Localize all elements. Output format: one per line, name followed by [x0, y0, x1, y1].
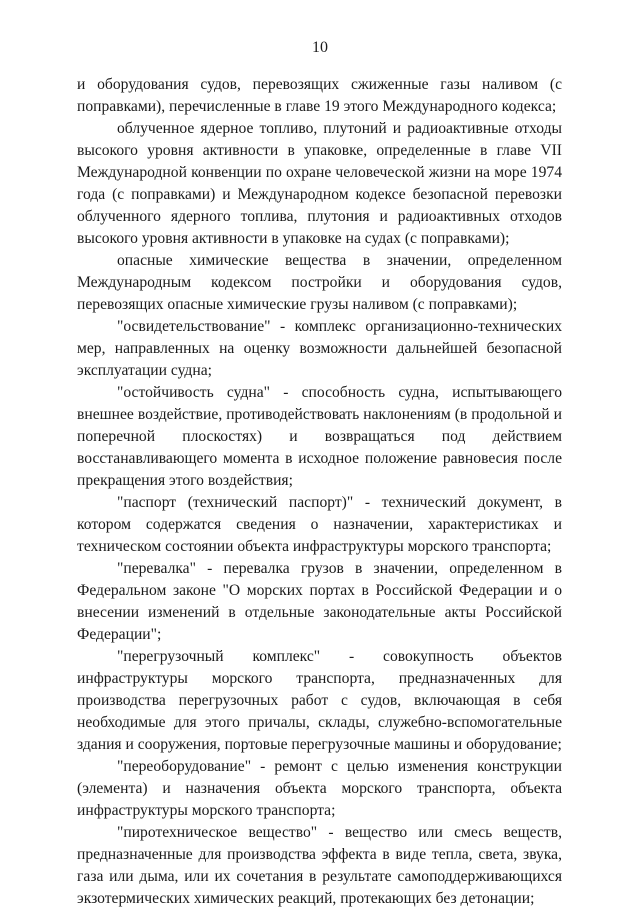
paragraph-definition-technical-passport: "паспорт (технический паспорт)" - технический документ, в котором содержатся сведения о назначении, характеристиках и техническом состоянии объекта инфраструктуры морского транспорта;: [77, 494, 562, 555]
paragraph-definition-pyrotechnic-substance: "пиротехническое вещество" - вещество или смесь веществ, предназначенные для производства эффекта в виде тепла, света, звука, газа или дыма, или их сочетания в результате самоподдерживающихся экзотермических химических реакций, протекающих без детонации;: [77, 824, 562, 907]
paragraph-hazardous-chemicals: опасные химические вещества в значении, определенном Международным кодексом постройки и оборудования судов, перевозящих опасные химические грузы наливом (с поправками);: [77, 252, 562, 313]
paragraph-continuation: и оборудования судов, перевозящих сжиженные газы наливом (с поправками), перечисленные в главе 19 этого Международного кодекса;: [77, 76, 562, 115]
paragraph-definition-ship-stability: "остойчивость судна" - способность судна, испытывающего внешнее воздействие, противодействовать наклонениям (в продольной и поперечной плоскостях) и возвращаться под действием восстанавливающего момента в исходное положение равновесия после прекращения этого воздействия;: [77, 384, 562, 489]
page-number: 10: [312, 39, 328, 56]
paragraph-definition-transshipment: "перевалка" - перевалка грузов в значении, определенном в Федеральном законе "О морских портах в Российской Федерации и о внесении изменений в отдельные законодательные акты Российской Федерации";: [77, 560, 562, 643]
paragraph-definition-handling-complex: "перегрузочный комплекс" - совокупность объектов инфраструктуры морского транспорта, предназначенных для производства перегрузочных работ с судов, включающая в себя необходимые для этого причалы, склады, служебно-вспомогательные здания и сооружения, портовые перегрузочные машины и оборудование;: [77, 648, 562, 753]
paragraph-definition-survey: "освидетельствование" - комплекс организационно-технических мер, направленных на оценку возможности дальнейшей безопасной эксплуатации судна;: [77, 318, 562, 379]
document-body: [77, 74, 562, 910]
paragraph-definition-conversion: "переоборудование" - ремонт с целью изменения конструкции (элемента) и назначения объекта морского транспорта, объекта инфраструктуры морского транспорта;: [77, 758, 562, 819]
paragraph-irradiated-nuclear-fuel: облученное ядерное топливо, плутоний и радиоактивные отходы высокого уровня активности в упаковке, определенные в главе VII Международной конвенции по охране человеческой жизни на море 1974 года (с поправками) и Международном кодексе безопасной перевозки облученного ядерного топлива, плутония и радиоактивных отходов высокого уровня активности в упаковке на судах (с поправками);: [77, 120, 562, 247]
